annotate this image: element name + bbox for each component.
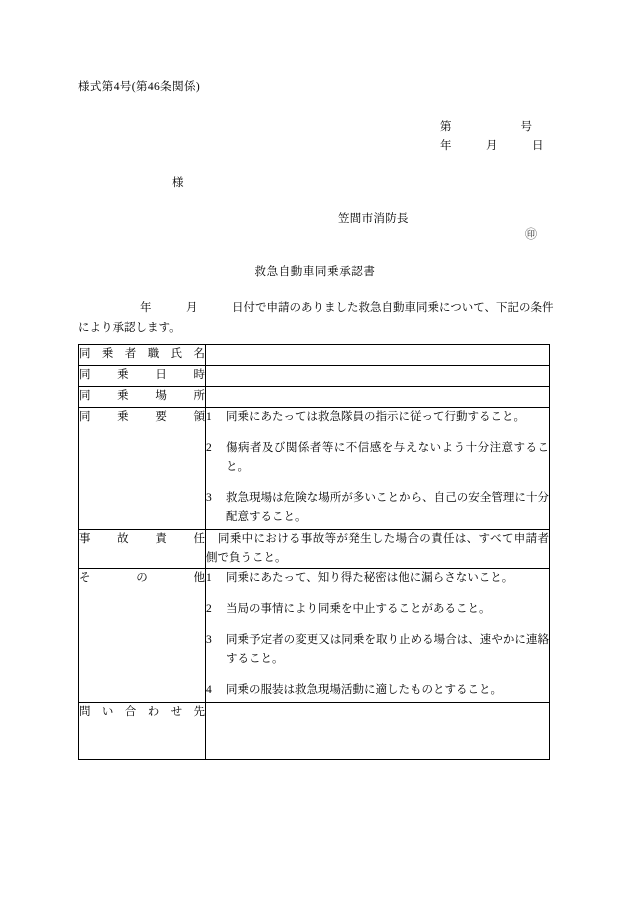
table-body bbox=[79, 345, 550, 760]
clause-text: 同乗にあたって、知り得た秘密は他に漏らさないこと。 bbox=[226, 572, 514, 584]
row-label-cell bbox=[79, 345, 206, 366]
row-value-cell[interactable] bbox=[206, 366, 550, 387]
row-label-cell bbox=[79, 569, 206, 703]
clause-number: 1 bbox=[206, 411, 212, 423]
clause-number: 4 bbox=[206, 684, 212, 696]
clause-list bbox=[206, 569, 549, 700]
list-item bbox=[206, 408, 549, 427]
row-value-cell bbox=[206, 530, 550, 569]
row-label: 事故責任 bbox=[79, 533, 205, 545]
table-row bbox=[79, 387, 550, 408]
clause-list bbox=[206, 408, 549, 527]
row-value-cell bbox=[206, 408, 550, 530]
lead-paragraph bbox=[78, 298, 556, 338]
row-value-cell[interactable] bbox=[206, 703, 550, 760]
row-label-cell bbox=[79, 703, 206, 760]
issuer-name: 笠間市消防長 bbox=[338, 213, 409, 225]
row-label: 同乗者職氏名 bbox=[79, 348, 205, 360]
row-value-cell[interactable] bbox=[206, 345, 550, 366]
list-item bbox=[206, 600, 549, 619]
document-meta-block bbox=[440, 118, 544, 156]
list-item bbox=[206, 489, 549, 527]
clause-number: 1 bbox=[206, 572, 212, 584]
table-row bbox=[79, 703, 550, 760]
row-label-cell bbox=[79, 366, 206, 387]
clause-text: 傷病者及び関係者等に不信感を与えないよう十分注意すること。 bbox=[226, 442, 549, 473]
seal-stamp-icon: ㊞ bbox=[525, 227, 538, 241]
clause-text: 同乗予定者の変更又は同乗を取り止める場合は、速やかに連絡すること。 bbox=[226, 634, 549, 665]
row-label: 同乗要領 bbox=[79, 411, 205, 423]
clause-number: 2 bbox=[206, 603, 212, 615]
approval-conditions-table bbox=[78, 344, 550, 760]
list-item bbox=[206, 439, 549, 477]
row-label-cell bbox=[79, 530, 206, 569]
clause-text: 救急現場は危険な場所が多いことから、自己の安全管理に十分配意すること。 bbox=[226, 492, 549, 523]
page-title: 救急自動車同乗承認書 bbox=[254, 266, 376, 278]
list-item bbox=[206, 569, 549, 588]
clause-text: 同乗中における事故等が発生した場合の責任は、すべて申請者側で負うこと。 bbox=[206, 533, 549, 564]
form-number: 様式第4号(第46条関係) bbox=[78, 81, 201, 93]
table-row bbox=[79, 569, 550, 703]
row-label-cell bbox=[79, 408, 206, 530]
clause-number: 3 bbox=[206, 492, 212, 504]
clause-number: 3 bbox=[206, 634, 212, 646]
table-row bbox=[79, 345, 550, 366]
clause-text: 同乗の服装は救急現場活動に適したものとすること。 bbox=[226, 684, 502, 696]
row-label: 問い合わせ先 bbox=[79, 706, 205, 718]
row-value-cell[interactable] bbox=[206, 387, 550, 408]
document-date-line: 年 月 日 bbox=[440, 140, 544, 152]
clause-text: 当局の事情により同乗を中止することがあること。 bbox=[226, 603, 491, 615]
row-label: 同乗場所 bbox=[79, 390, 205, 402]
row-label-cell bbox=[79, 387, 206, 408]
row-label: 同乗日時 bbox=[79, 369, 205, 381]
row-label: その他 bbox=[79, 572, 205, 584]
lead-date-blank: 年 月 bbox=[140, 302, 232, 314]
lead-body-text: 日付で申請のありました救急自動車同乗について、下記の条件により承認します。 bbox=[78, 302, 554, 334]
clause-number: 2 bbox=[206, 442, 212, 454]
table-row bbox=[79, 530, 550, 569]
table-row bbox=[79, 408, 550, 530]
clause-text: 同乗にあたっては救急隊員の指示に従って行動すること。 bbox=[226, 411, 525, 423]
list-item bbox=[206, 631, 549, 669]
document-number-line: 第 号 bbox=[440, 121, 532, 133]
addressee-line: 様 bbox=[172, 177, 184, 189]
row-value-cell bbox=[206, 569, 550, 703]
list-item bbox=[206, 681, 549, 700]
table-row bbox=[79, 366, 550, 387]
